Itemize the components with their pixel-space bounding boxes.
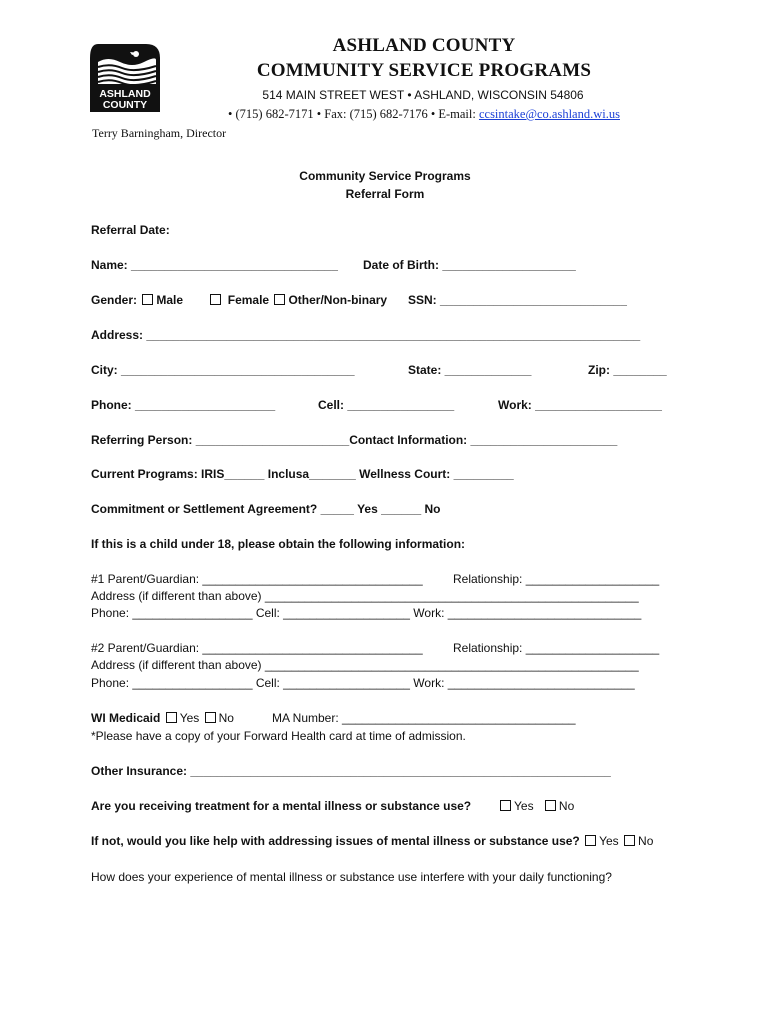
ssn-field[interactable]: SSN: ____________________________: [408, 293, 627, 307]
treatment-yes-checkbox[interactable]: [500, 800, 511, 811]
ma-number-field[interactable]: MA Number: ___________________________________: [272, 711, 576, 725]
org-address: 514 MAIN STREET WEST • ASHLAND, WISCONSIN 54806: [262, 88, 584, 102]
referring-person-field[interactable]: Referring Person: _______________________Contact Information: ______________________: [91, 433, 618, 447]
cell-field[interactable]: Cell: ________________: [318, 398, 455, 412]
experience-question: How does your experience of mental illness or substance use interfere with your daily functioning?: [91, 870, 612, 884]
medicaid-no-checkbox[interactable]: [205, 712, 216, 723]
medicaid-row: [91, 711, 234, 725]
male-label: Male: [156, 293, 184, 307]
help-yes-checkbox[interactable]: [585, 835, 596, 846]
treatment-no-label: No: [558, 799, 575, 813]
male-checkbox[interactable]: [142, 294, 153, 305]
guardian1-address-field[interactable]: Address (if different than above) ________________________________________________________: [91, 589, 639, 603]
guardian2-relationship-field[interactable]: Relationship: ____________________: [453, 641, 660, 655]
help-no-label: No: [638, 834, 654, 848]
current-programs-field[interactable]: Current Programs: IRIS______ Inclusa_______ Wellness Court: _________: [91, 467, 514, 481]
org-contact: [0, 107, 770, 122]
medicaid-yes-label: Yes: [179, 711, 200, 725]
guardian1-phones-field[interactable]: Phone: __________________ Cell: ___________________ Work: _____________________________: [91, 606, 642, 620]
child-note: If this is a child under 18, please obtain the following information:: [91, 537, 466, 551]
phone-field[interactable]: Phone: _____________________: [91, 398, 276, 412]
forward-health-note: *Please have a copy of your Forward Health card at time of admission.: [91, 729, 466, 743]
director-name: Terry Barningham, Director: [92, 126, 227, 140]
guardian2-phones-field[interactable]: Phone: __________________ Cell: ___________________ Work: ____________________________: [91, 676, 635, 690]
work-field[interactable]: Work: ___________________: [498, 398, 662, 412]
help-yes-label: Yes: [599, 834, 619, 848]
state-field[interactable]: State: _____________: [408, 363, 532, 377]
zip-field[interactable]: Zip: ________: [588, 363, 667, 377]
referral-date-label: Referral Date:: [91, 223, 170, 237]
treatment-no-checkbox[interactable]: [545, 800, 556, 811]
email-link[interactable]: ccsintake@co.ashland.wi.us: [478, 107, 620, 121]
dob-field[interactable]: Date of Birth: ____________________: [363, 258, 576, 272]
other-insurance-field[interactable]: Other Insurance: _______________________________________________________________: [91, 764, 611, 778]
help-row: [91, 834, 653, 848]
help-question: If not, would you like help with addressing issues of mental illness or substance use?: [91, 834, 580, 848]
female-checkbox[interactable]: [210, 294, 221, 305]
name-field[interactable]: Name: _______________________________: [91, 258, 338, 272]
city-field[interactable]: City: ___________________________________: [91, 363, 355, 377]
logo-text-line1: ASHLAND: [99, 88, 151, 100]
guardian1-relationship-field[interactable]: Relationship: ____________________: [453, 572, 660, 586]
treatment-yes-label: Yes: [514, 799, 534, 813]
treatment-question: Are you receiving treatment for a mental illness or substance use?: [91, 799, 472, 813]
form-heading-2: Referral Form: [345, 187, 425, 201]
org-contact-phone-fax: • (715) 682-7171 • Fax: (715) 682-7176 • E-mail:: [228, 107, 479, 121]
guardian1-name-field[interactable]: #1 Parent/Guardian: _________________________________: [91, 572, 423, 586]
logo-text-line2: COUNTY: [102, 99, 148, 111]
address-field[interactable]: Address: __________________________________________________________________________: [91, 328, 641, 342]
help-no-checkbox[interactable]: [624, 835, 635, 846]
other-label: Other/Non-binary: [288, 293, 388, 307]
gender-label: Gender:: [91, 293, 138, 307]
guardian2-address-field[interactable]: Address (if different than above) ________________________________________________________: [91, 658, 639, 672]
medicaid-no-label: No: [218, 711, 234, 725]
org-title-line2: COMMUNITY SERVICE PROGRAMS: [256, 60, 592, 81]
medicaid-label: WI Medicaid: [91, 711, 161, 725]
form-heading-1: Community Service Programs: [299, 169, 471, 183]
guardian2-name-field[interactable]: #2 Parent/Guardian: _________________________________: [91, 641, 423, 655]
commitment-field[interactable]: Commitment or Settlement Agreement? _____ Yes ______ No: [91, 502, 441, 516]
medicaid-yes-checkbox[interactable]: [166, 712, 177, 723]
female-label: Female: [227, 293, 270, 307]
gender-row: [91, 293, 387, 307]
treatment-options: [498, 799, 574, 813]
org-title-line1: ASHLAND COUNTY: [332, 35, 516, 56]
other-checkbox[interactable]: [274, 294, 285, 305]
